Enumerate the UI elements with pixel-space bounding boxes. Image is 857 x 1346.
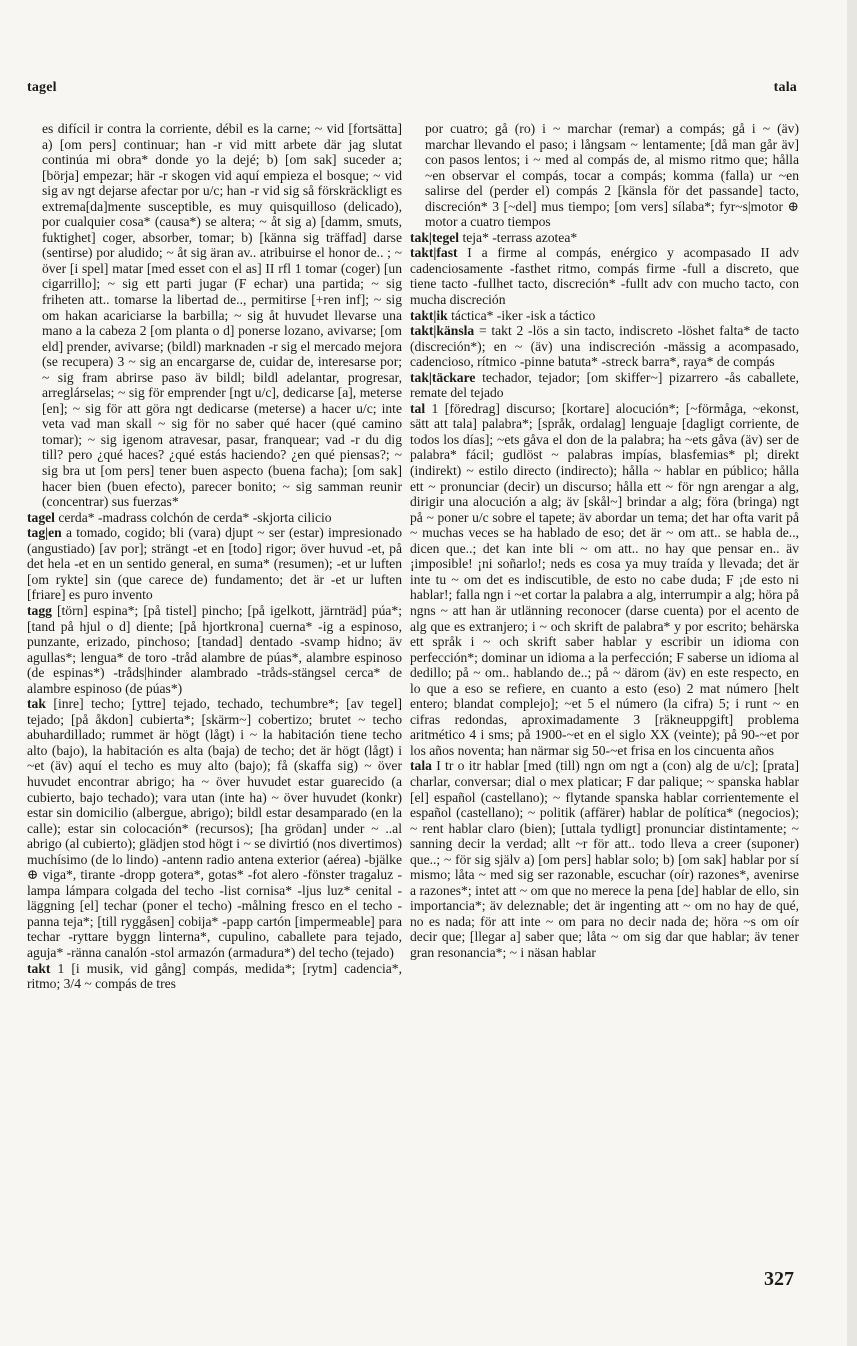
dictionary-entry: por cuatro; gå (ro) i ~ marchar (remar) a compás; gå i ~ (äv) marchar llevando el paso; i långsam ~ lentamente; [då man går äv] con pasos lentos; i ~ med al compás de, al mismo ritmo que; hålla ~en observar el compás, tocar a compás; komma (falla) ur ~en salirse del (perder el) compás 2 [känsla för det passande] tacto, discreción* 3 [~del] mus tiempo; [om vers] sílaba*; fyr~s|motor ⊕ motor a cuatro tiempos <box>425 121 799 230</box>
headword: tag|en <box>27 525 62 541</box>
dictionary-entry: tagg [törn] espina*; [på tistel] pincho; [på igelkott, järnträd] púa*; [tand på hjul o d] diente; [på hjortkrona] cuerna* -ig a espinoso, punzante, erizado, pinchoso; [tandad] dentado -svamp hidno; äv agullas*; lengua* de toro -tråd alambre de púas*, alambre espinoso (de espinas*) -tråds|hinder alambrado -tråds-stängsel cerca* de alambre espinoso (de púas*) <box>27 602 402 696</box>
dictionary-entry: es difícil ir contra la corriente, débil es la carne; ~ vid [fortsätta] a) [om pers] continuar; han -r vid mitt arbete där jag slutat continúa mi obra* donde yo la dejé; b) [om sak] suceder a; [börja] empezar; här -r skogen vid aquí empieza el bosque; ~ vid sig av ngt dejarse afectar por u/c; han -r vid sig så förskräckligt es extrema[da]mente susceptible, es muy quisquilloso (delicado), por cualquier cosa* (causa*) se altera; ~ åt sig a) [damm, smuts, fuktighet] coger, absorber, tomar; b) [känna sig träffad] darse (sentirse) por aludido; ~ åt sig äran av.. atribuirse el honor de.. ; ~ över [i spel] matar [med esset con el as] II rfl 1 tomar (coger) [un cigarrillo]; ~ sig ett parti jugar (F echar) una partida; ~ sig friheten att.. tomarse la libertad de.., permitirse [+ren inf]; ~ sig om hakan acariciarse la barbilla; ~ sig åt huvudet llevarse una mano a la cabeza 2 [om planta o d] ponerse lozano, avivarse; [om eld] prender, avivarse; (bildl) marknaden -r sig el mercado mejora (se recupera) 3 ~ sig an encargarse de, cuidar de, interesarse por; ~ sig fram abrirse paso äv bildl; bildl adelantar, progresar, arreglárselas; ~ sig för emprender [ngt u/c], dedicarse [a], meterse [en]; ~ sig för att göra ngt dedicarse (meterse) a hacer u/c; inte veta vad man skall ~ sig för no saber qué hacer (qué camino tomar); ~ sig igenom atravesar, pasar, franquear; vad -r du dig till? pero ¿qué haces? ¿qué estás haciendo? ¿en qué piensas?; ~ sig bra ut [om pers] tener buen aspecto (buena facha); [om sak] hacer bien (buen efecto), parecer bonito; ~ sig samman reunir (concentrar) sus fuerzas* <box>42 121 402 510</box>
dictionary-entry: takt 1 [i musik, vid gång] compás, medida*; [rytm] cadencia*, ritmo; 3/4 ~ compás de tres <box>27 960 402 992</box>
headword: takt|fast <box>410 245 458 261</box>
dictionary-entry: tala I tr o itr hablar [med (till) ngn om ngt a (con) alg de u/c]; [prata] charlar, conversar; dial o mex platicar; F dar palique; ~ spanska hablar [el] español (castellano); ~ flytande spanska hablar corrientemente el español (castellano); ~ politik (affärer) hablar de política* (negocios); ~ rent hablar claro (bien); [uttala tydligt] pronunciar distintamente; ~ sanning decir la verdad; allt ~r för att.. todo lleva a creer (suponer) que..; ~ för sig själv a) [om pers] hablar solo; b) [om sak] hablar por sí mismo; låta ~ med sig ser razonable, escuchar (oír) razones*, avenirse a razones*; intet att ~ om que no merece la pena [de] hablar de ello, sin importancia*; äv deleznable; det är ingenting att ~ om no hay de qué, no es nada; för att inte ~ om para no decir nada de; höra ~s om oír decir que; [llegar a] saber que; låta ~ om sig dar que hablar; äv tener gran resonancia*; ~ i näsan hablar <box>410 758 799 960</box>
dictionary-entry: tak|täckare techador, tejador; [om skiffer~] pizarrero -ås caballete, remate del tejado <box>410 369 799 401</box>
headword: takt|känsla <box>410 323 475 339</box>
headword: takt <box>27 960 51 976</box>
dictionary-entry: takt|känsla = takt 2 -lös a sin tacto, indiscreto -löshet falta* de tacto (discreción*); en ~ (äv) una indiscreción -mässig a acompasado, cadencioso, rítmico -pinne batuta* -streck barra*, raya* de compás <box>410 323 799 370</box>
dictionary-entry: tag|en a tomado, cogido; bli (vara) djupt ~ ser (estar) impresionado (angustiado) [av por]; strängt -et en [todo] rigor; över huvud -et, på det hela -et en un sentido general, en suma* (resumen); -et ur luften [om rykte] sin (que carece de) fundamento; det är -et ur luften [friare] es puro invento <box>27 525 402 603</box>
headword: tal <box>410 400 426 416</box>
dictionary-entry: takt|ik táctica* -iker -isk a táctico <box>410 307 596 323</box>
headword: tak <box>27 696 46 712</box>
headword: tagg <box>27 602 52 618</box>
headword: tak|tegel <box>410 229 460 245</box>
page-edge <box>847 0 857 1346</box>
dictionary-entry: tal 1 [föredrag] discurso; [kortare] alocución*; [~förmåga, ~ekonst, sätt att tala] palabra*; [språk, ordalag] lenguaje [dagligt corriente, de todos los días]; ~ets gåva el don de la palabra; ha ~ets gåva (äv) ser de palabra* fácil; gudlöst ~ palabras impías, blasfemias* pl; direkt (indirekt) ~ estilo directo (indirecto); hålla ~ hablar en público; hålla ett ~ pronunciar (decir) un discurso; hålla ett ~ för ngn arengar a alg, dirigir una alocución a alg; äv [skål~] brindar a alg; föra (bringa) ngt på ~ poner u/c sobre el tapete; äv abordar un tema; det har ofta varit på ~ muchas veces se ha hablado de eso; det är ~ om att.. se habla de.., dicen que..; det kan inte bli ~ om att.. no hay que pensar en.. äv ¡imposible! ¡ni soñarlo!; neds es cosa ya muy traída y llevada; det är inte tu ~ om det es indiscutible, de esto no cabe duda; F ¡de esto ni hablar!; falla ngn i ~et cortar la palabra a alg, interrumpir a alg; höra på ngns ~ att han är utlänning reconocer (darse cuenta) por el acento de alg que es extranjero; i ~ och skrift de palabra* y por escrito; behärska ett språk i ~ och skrift saber hablar y escribir un idioma con perfección*; dominar un idioma a la perfección; F saberse un idioma al dedillo; på ~ om.. hablando de..; på ~ därom (äv) en este respecto, en lo que a eso se refiere, en cuanto a esto (eso) 2 mat número [helt entero; blandat complejo]; ~et 5 el número (la cifra) 5; i runt ~ en cifras redondas, aproximadamente 3 [räkneuppgift] problema aritmético 4 i sms; på 1900-~et en el siglo XX (veinte); på 90-~et por los años noventa; han närmar sig 50-~et frisa en los cincuenta años <box>410 400 799 758</box>
dictionary-entry: tak|tegel teja* -terrass azotea* <box>410 229 578 245</box>
dictionary-entry: tagel cerda* -madrass colchón de cerda* -skjorta cilicio <box>27 509 332 525</box>
headword: tak|täckare <box>410 369 476 385</box>
right-column <box>410 121 799 1281</box>
headword: tagel <box>27 509 55 525</box>
headword: takt|ik <box>410 307 448 323</box>
left-guide-word: tagel <box>27 80 57 95</box>
left-column <box>27 121 402 1281</box>
page-number: 327 <box>764 1268 794 1290</box>
dictionary-entry: tak [inre] techo; [yttre] tejado, techado, techumbre*; [av tegel] tejado; [på åkdon] cubierta*; [skärm~] cobertizo; brutet ~ techo abuhardillado; rummet är högt (lågt) i ~ la habitación tiene techo alto (bajo), la habitación es alta (baja) de techo; det är högt (lågt) i ~et (äv) aquí el techo es muy alto (bajo); få (skaffa sig) ~ över huvudet encontrar abrigo; ha ~ över huvudet estar guarecido (a cubierto, bajo techado); vara utan (inte ha) ~ över huvudet (konkr) estar sin domicilio (albergue, abrigo); bildl estar desamparado (en la calle); estar sin colocación* (recursos); [ha grödan] under ~ ..al abrigo (al cubierto); glädjen stod högt i ~ se divirtió (nos divertimos) muchísimo (de lo lindo) -antenn radio antena exterior (aérea) -bjälke ⊕ viga*, tirante -dropp gotera*, gotas* -fot alero -fönster tragaluz -lampa lámpara colgada del techo -list cornisa* -ljus luz* cenital -läggning [el] techar (poner el techo) -målning fresco en el techo -panna teja*; [till ryggåsen] cobija* -papp cartón [impermeable] para techar -ryttare byggn linterna*, cupulino, caballete para tejado, aguja* -ränna canalón -stol armazón (armadura*) del techo (tejado) <box>27 696 402 960</box>
dictionary-entry: takt|fast I a firme al compás, enérgico y acompasado II adv cadenciosamente -fasthet ritmo, compás firme -full a discreto, que tiene tacto -fullhet tacto, discreción* -fullt adv con mucho tacto, con mucha discreción <box>410 245 799 308</box>
right-guide-word: tala <box>773 80 797 95</box>
headword: tala <box>410 758 432 774</box>
